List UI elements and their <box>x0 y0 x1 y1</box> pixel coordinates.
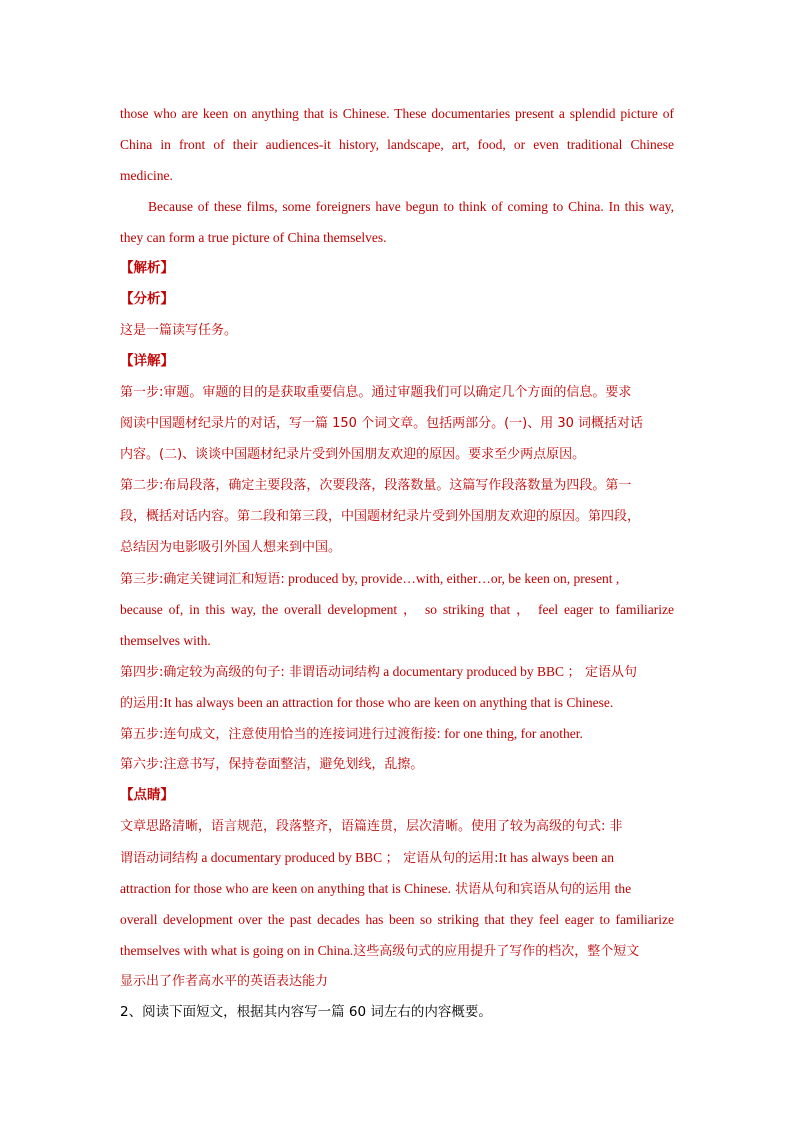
comment-label-1: 谓语动词结构 <box>120 851 199 866</box>
step1-line-3: 内容。(二)、谈谈中国题材纪录片受到外国朋友欢迎的原因。要求至少两点原因。 <box>120 447 586 462</box>
step2-line-1: 第二步:布局段落，确定主要段落，次要段落，段落数量。这篇写作段落数量为四段。第一 <box>120 478 632 493</box>
step2-line-3: 总结因为电影吸引外国人想来到中国。 <box>120 540 342 555</box>
step3-phrases: produced by, provide…with, either…or, be keen on, present , <box>284 571 620 586</box>
step5-connectors: for one thing, for another. <box>440 726 583 741</box>
comment-example-4: the <box>611 881 632 896</box>
step4-label-3: 的运用: <box>120 696 164 711</box>
step4-line-2 <box>120 687 674 718</box>
step4-label: 第四步:确定较为高级的句子: 非谓语动词结构 <box>120 665 380 680</box>
comment-line-4: overall development over the past decades has been so striking that they feel eager to familiarize <box>120 912 674 927</box>
comment-line-5 <box>120 935 674 966</box>
step5-label: 第五步:连句成文，注意使用恰当的连接词进行过渡衔接: <box>120 727 441 742</box>
next-question: 2、阅读下面短文，根据其内容写一篇 60 词左右的内容概要。 <box>120 1004 492 1020</box>
section-heading-dianjing: 【点睛】 <box>120 787 174 803</box>
step4-example-1: a documentary produced by BBC ； <box>379 664 581 679</box>
step2-line-2: 段，概括对话内容。第二段和第三段，中国题材纪录片受到外国朋友欢迎的原因。第四段， <box>120 509 641 524</box>
step1-line-2: 阅读中国题材纪录片的对话，写一篇 150 个词文章。包括两部分。(一)、用 30 词概括对话 <box>120 416 644 431</box>
section-heading-fenxi: 【分析】 <box>120 291 174 307</box>
section-heading-jiexi: 【解析】 <box>120 260 174 276</box>
comment-line-1: 文章思路清晰，语言规范，段落整齐，语篇连贯，层次清晰。使用了较为高级的句式: 非 <box>120 819 623 834</box>
comment-example-2: It has always been an <box>498 850 614 865</box>
step6-line: 第六步:注意书写，保持卷面整洁，避免划线，乱擦。 <box>120 757 424 772</box>
step4-example-2: It has always been an attraction for those who are keen on anything that is Chinese. <box>163 695 614 710</box>
step5-line <box>120 718 674 749</box>
step4-line-1 <box>120 656 674 687</box>
passage-line-3: medicine. <box>120 168 173 183</box>
passage-line-5: they can form a true picture of China themselves. <box>120 230 387 245</box>
comment-line-2 <box>120 842 674 873</box>
comment-line-6: 显示出了作者高水平的英语表达能力 <box>120 974 329 989</box>
passage-line-1: those who are keen on anything that is Chinese. These documentaries present a splendid picture of <box>120 106 674 121</box>
comment-label-2: 定语从句的运用: <box>398 851 499 866</box>
passage-line-4: Because of these films, some foreigners have begun to think of coming to China. In this way, <box>148 199 674 214</box>
comment-line-3 <box>120 873 674 904</box>
step3-line-2: because of, in this way, the overall development ， so striking that ， feel eager to familiarize <box>120 602 674 617</box>
document-content <box>120 98 674 1028</box>
passage-line-2: China in front of their audiences-it history, landscape, art, food, or even traditional Chinese <box>120 137 674 152</box>
step1-line-1: 第一步:审题。审题的目的是获取重要信息。通过审题我们可以确定几个方面的信息。要求 <box>120 385 632 400</box>
section-heading-xiangjie: 【详解】 <box>120 353 174 369</box>
comment-example-1: a documentary produced by BBC ； <box>198 850 399 865</box>
comment-label-3: 状语从句和宾语从句的运用 <box>451 882 612 897</box>
step3-line-1 <box>120 563 674 594</box>
comment-label-4: 这些高级句式的应用提升了写作的档次，整个短文 <box>353 944 640 959</box>
comment-example-3: attraction for those who are keen on anything that is Chinese. <box>120 881 452 896</box>
step4-label-2: 定语从句 <box>580 665 638 680</box>
analysis-text: 这是一篇读写任务。 <box>120 323 238 338</box>
comment-example-5: themselves with what is going on in China. <box>120 943 354 958</box>
step3-label: 第三步:确定关键词汇和短语: <box>120 572 285 587</box>
step3-line-3: themselves with. <box>120 633 211 648</box>
